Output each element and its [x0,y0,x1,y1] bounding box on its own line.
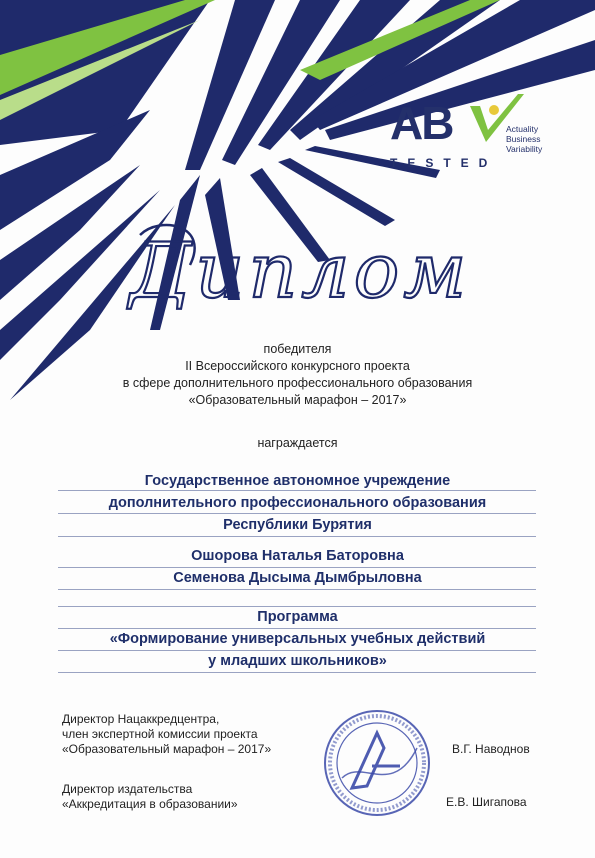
logo-tested: TESTED [390,156,498,170]
title-text: Диплом [129,226,471,315]
tagline-line: Variability [506,144,543,154]
position-line: «Образовательный марафон – 2017» [62,742,272,756]
person-name: Семенова Дысыма Дымбрыловна [173,570,422,586]
institution-block [0,470,595,536]
persons-block [0,545,595,589]
logo-tagline [506,124,542,154]
program-line: Программа [257,609,338,625]
signatory-position [62,712,271,757]
institution-line: Государственное автономное учреждение [144,473,451,489]
underline [58,589,536,590]
signatory-name: Е.В. Шигапова [446,795,527,809]
intro-line: II Всероссийского конкурсного проекта [185,359,410,373]
position-line: «Аккредитация в образовании» [62,797,238,811]
program-line: у младших школьников» [208,653,387,669]
position-line: Директор Нацаккредцентра, [62,712,220,726]
intro-line: победителя [263,342,332,356]
signatory-name: В.Г. Наводнов [452,742,530,756]
underline [58,672,536,673]
intro-line: «Образовательный марафон – 2017» [188,393,407,407]
tagline-line: Actuality [506,124,539,134]
position-line: член экспертной комиссии проекта [62,727,258,741]
signatory-position [62,782,238,812]
institution-line: дополнительного профессионального образования [108,495,487,511]
program-block [0,606,595,672]
abv-tested-logo [382,92,562,182]
logo-letters: AB [390,97,453,149]
position-line: Директор издательства [62,782,193,796]
intro-line: в сфере дополнительного профессионального образования [122,376,473,390]
person-name: Ошорова Наталья Баторовна [191,548,404,564]
awarded-label: награждается [257,436,338,450]
program-line: «Формирование универсальных учебных действий [109,631,486,647]
underline [58,536,536,537]
intro-block [0,341,595,409]
diploma-title [100,205,500,325]
institution-line: Республики Бурятия [223,517,372,533]
official-stamp [322,708,432,818]
tagline-line: Business [506,134,541,144]
